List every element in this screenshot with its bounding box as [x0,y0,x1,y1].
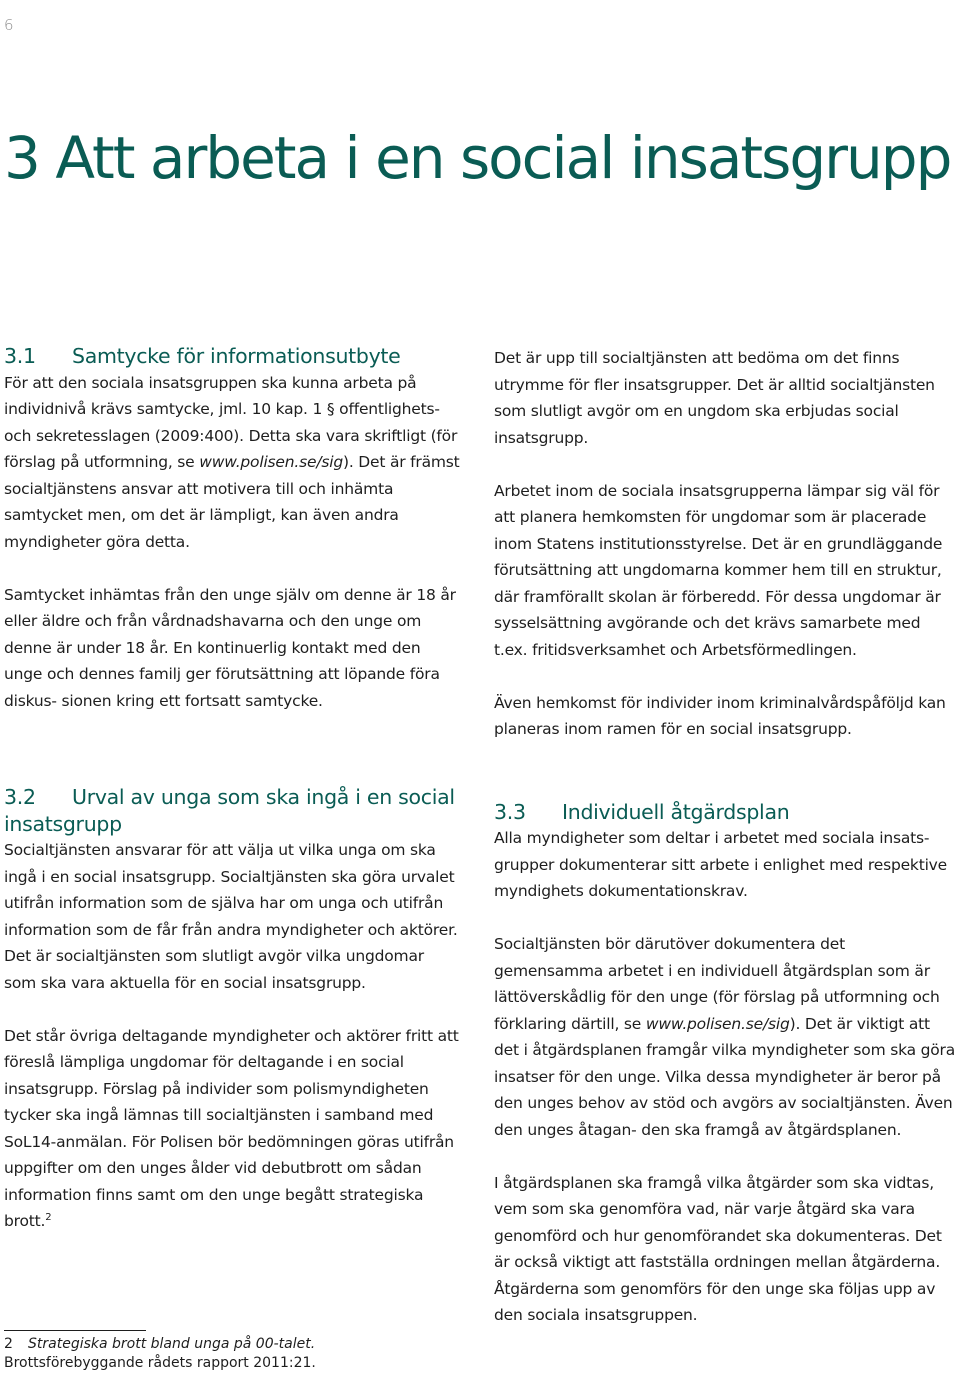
section-title-cont: insatsgrupp [4,811,122,836]
paragraph: Det är upp till socialtjänsten att bedöma om det finns utrymme för fler insatsgrupper. Det är alltid socialtjänsten som slutligt avgör om en ungdom ska erbjudas social insatsgrupp. [494,349,935,447]
right-column [494,345,956,1359]
paragraph-text: ). Det är främst socialtjänstens ansvar att motivera till och inhämta samtycket men, om det är lämpligt, kan även andra myndigheter göra detta. [4,453,460,551]
paragraph: Arbetet inom de sociala insatsgrupperna lämpar sig väl för att planera hemkomsten för ungdomar som är placerade inom Statens institutionsstyrelse. Det är en grundläggande förutsättning att ungdomarna kommer hem till en struktur, där framförallt skolan är förberedd. För dessa ungdomar är sysselsättning avgörande och det krävs samarbete med t.ex. fritidsverksamhet och Arbetsförmedlingen. [494,481,943,659]
section-3-3 [494,799,956,1329]
section-heading [4,343,460,370]
section-number: 3.3 [494,799,526,824]
intro-section [494,345,956,743]
footnote-title: Strategiska brott bland unga på 00-talet. [28,1336,316,1352]
section-number: 3.1 [4,344,36,368]
section-title: Individuell åtgärdsplan [562,799,790,824]
paragraph-text: ). Det är viktigt att det i åtgärdsplanen framgår vilka myndigheter som ska göra insatser för den unge. Vilka dessa myndigheter är beror på den unges behov av stöd och avgörs av socialtjänsten. Även den unges åtagan- den ska framgå av åtgärdsplanen. [494,1014,956,1139]
paragraph [4,370,460,556]
paragraph-text: Socialtjänsten bör därutöver dokumentera det gemensamma arbetet i en individuell åtgärdsplan som är lättöverskådlig för den unge (för förslag på utformning och förklaring därtill, se [494,935,940,1033]
section-heading [4,784,460,837]
section-heading [494,799,956,826]
footnote-number: 2 [4,1336,13,1352]
paragraph-text: För att den sociala insatsgruppen ska kunna arbeta på individnivå krävs samtycke, jml. 10 kap. 1 § offentlighets- och sekretesslagen (2009:400). Detta ska vara skriftligt (för förslag på utformning, se [4,373,458,471]
footnote-line [4,1335,464,1354]
section-3-2 [4,784,460,1235]
paragraph [4,1023,460,1235]
paragraph [494,931,956,1143]
polisen-link[interactable]: www.polisen.se/sig [199,453,343,471]
section-title: Samtycke för informationsutbyte [72,344,401,368]
paragraph: Samtycket inhämtas från den unge själv om denne är 18 år eller äldre och från vårdnadshavarna och den unge om denne är under 18 år. En kontinuerlig kontakt med den unge och dennes familj ger förutsättning att löpande föra diskus- sionen kring ett fortsatt samtycke. [4,585,456,710]
page-number: 6 [4,16,14,34]
footnote-ref[interactable]: 2 [45,1212,52,1223]
footnote [4,1335,464,1373]
footnote-divider [4,1330,146,1331]
section-3-1 [4,343,460,714]
polisen-link[interactable]: www.polisen.se/sig [645,1014,790,1033]
paragraph: Socialtjänsten ansvarar för att välja ut vilka unga om ska ingå i en social insatsgrupp. Socialtjänsten ska göra urvalet utifrån information som de själva har om unga och utifrån information som de får från andra myndigheter och aktörer. Det är socialtjänsten som slutligt avgör vilka ungdomar som ska vara aktuella för en social insatsgrupp. [4,841,458,992]
paragraph: Även hemkomst för individer inom kriminalvårdspåföljd kan planeras inom ramen för en social insatsgrupp. [494,693,946,738]
section-number: 3.2 [4,785,36,809]
footnote-source: Brottsförebyggande rådets rapport 2011:21. [4,1355,316,1371]
section-title: Urval av unga som ska ingå i en social [72,785,455,809]
paragraph: I åtgärdsplanen ska framgå vilka åtgärder som ska vidtas, vem som ska genomföra vad, när varje åtgärd ska vara genomförd och hur genomförandet ska dokumenteras. Det är också viktigt att fastställa ordningen mellan åtgärderna. Åtgärderna som genomförs för den unge ska följas upp av den sociala insatsgruppen. [494,1173,942,1324]
left-column [4,343,460,1265]
chapter-title: 3 Att arbeta i en social insatsgrupp [4,124,951,192]
paragraph: Alla myndigheter som deltar i arbetet med sociala insats- grupper dokumenterar sitt arbete i enlighet med respektive myndighets dokumentationskrav. [494,829,947,900]
paragraph-text: Det står övriga deltagande myndigheter och aktörer fritt att föreslå lämpliga ungdomar för deltagande i en social insatsgrupp. Förslag på individer som polismyndigheten tycker ska ingå lämnas till socialtjänsten i samband med SoL14-anmälan. För Polisen bör bedömningen göras utifrån uppgifter om den unges ålder vid debutbrott om sådan information finns samt om den unge begått strategiska brott. [4,1026,459,1230]
